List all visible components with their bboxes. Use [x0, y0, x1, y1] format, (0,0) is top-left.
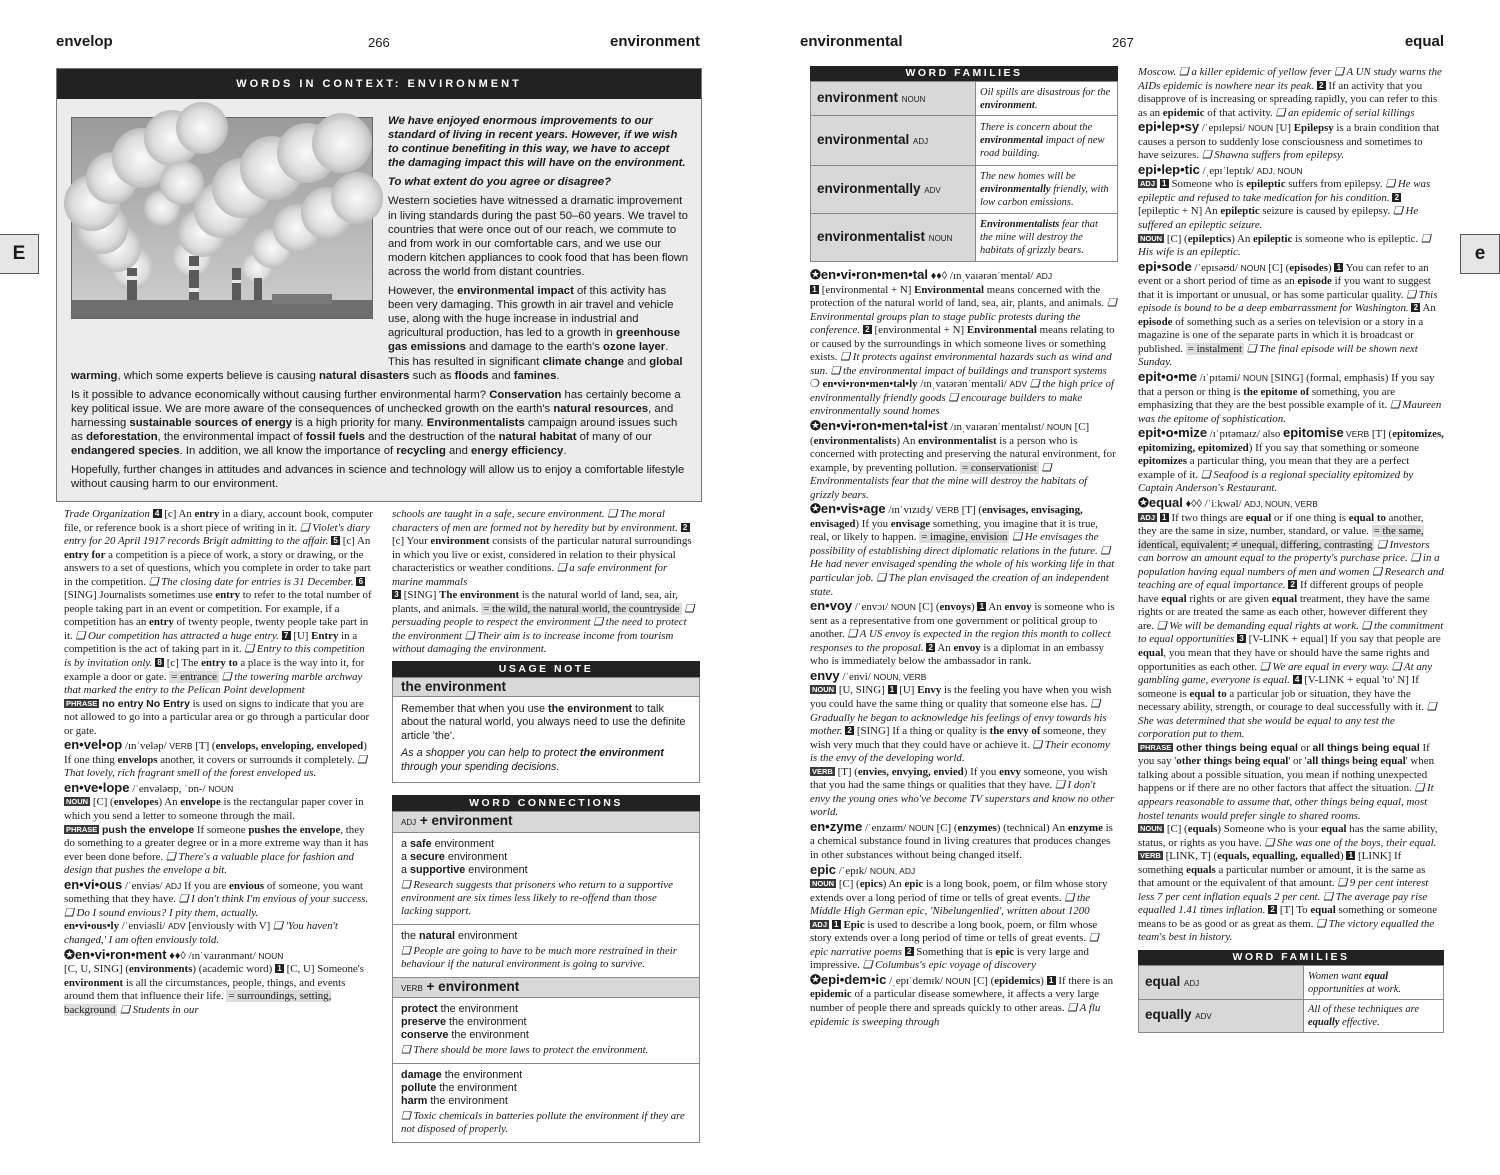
headword-envisage[interactable]: en•vis•age [820, 501, 886, 517]
word-connections-verb-header: VERB + environment [392, 978, 700, 999]
headword-envelop[interactable]: en•vel•op [64, 737, 123, 753]
word-family-word[interactable]: environmentalist NOUN [811, 214, 976, 262]
entry-epilepsy: epi•lep•sy /ˈepɪlepsi/ NOUN [U] Epilepsy is a brain condition that causes a person to suddenly lose consciousness and sometimes to have seizures. ❑ Shawna suffers from epilepsy. [1138, 119, 1440, 162]
headword-envy[interactable]: envy [810, 667, 840, 683]
entry-envelope: en•ve•lope /ˈenvələʊp, ˈɒn-/ NOUN NOUN [C] (envelopes) An envelope is the rectangular paper cover in which you send a letter to someone through the mail. PHRASE push the envelope If someone pushes the envelope, they do something to a greater degree or in a more extreme way than it has ever been done before. ❑ There's a valuable place for fashion and design that pushes the envelope a bit. [64, 779, 369, 877]
entry-environmental: ✪en•vi•ron•men•tal ♦♦◊ /ɪnˌvaɪərənˈmentəl/ ADJ 1 [environmental + N] Environmental means concerned with the protection of the natural world of land, sea, air, plants, and animals. ❑ Environmental groups plan to stage public protests during the conference. 2 [environmental + N] Environmental means relating to or caused by the surroundings in which someone lives or something exists. ❑ It protects against environmental hazards such as wind and sun. ❑ the environmental impact of buildings and transport systems ❍ en•vi•ron•men•tal•ly /ɪnˌvaɪərənˈmentəli/ ADV ❑ the high price of environmentally friendly goods ❑ encourage builders to make environmentally sound homes [810, 267, 1117, 418]
column-2 [392, 508, 700, 1136]
headword-equal[interactable]: equal [1148, 494, 1183, 510]
entry-envoy: en•voy /ˈenvɔɪ/ NOUN [C] (envoys) 1 An envoy is someone who is sent as a representative from one government or political group to another. ❑ A US envoy is expected in the region this month to collect responses to the proposal. 2 An envoy is a diplomat in an embassy who is immediately below the ambassador in rank. [810, 598, 1115, 668]
word-connections-box [392, 795, 700, 1143]
word-family-example: There is concern about the environmental impact of new road building. [976, 116, 1118, 166]
entry-environment-continued: schools are taught in a safe, secure environment. ❑ The moral characters of men are formed not by heredity but by environment. 2 [c] Your environment consists of the particular natural surroundings in which you live or exist, considered in relation to their physical characteristics or weather conditions. ❑ a safe environment for marine mammals 3 [SING] The environment is the natural world of land, sea, air, plants, and animals. = the wild, the natural world, the countryside ❑ persuading people to respect the environment ❑ the need to protect the environment ❑ Their aim is to increase income from tourism without damaging the environment. [392, 508, 695, 656]
usage-note-body: Remember that when you use the environment to talk about the natural world, you always need to use the definite article 'the'. As a shopper you can help to protect the environment through your spending decisions. [401, 702, 686, 773]
entry-environment: ✪en•vi•ron•ment ♦♦◊ /ɪnˈvaɪrənmənt/ NOUN [C, U, SING] (environments) (academic word) 1 [C, U] Someone's environment is all the circumstances, people, things, and events around them that influence their life. = surroundings, setting, background ❑ Students in our [64, 946, 364, 1016]
usage-note-box [392, 661, 700, 783]
headword-envoy[interactable]: en•voy [810, 598, 853, 614]
word-family-row [1139, 1000, 1444, 1033]
headword-epitomize[interactable]: epit•o•mize [1138, 425, 1208, 441]
word-connections-block-2: the natural environment ❑ People are going to have to be much more restrained in their behaviour if the natural environment is going to survive. [392, 925, 700, 978]
word-family-example: All of these techniques are equally effective. [1304, 1000, 1444, 1033]
essay-question: To what extent do you agree or disagree? [388, 176, 612, 189]
essay-paragraph-2: However, the environmental impact of this activity has been very damaging. This growth in air travel and vehicle use, along with the huge increase in industrial and agricultural production, has led to a growth in greenhouse gas emissions and damage to the earth's ozone layer. This has resulted in significant climate change and global warming, which some experts believe is causing natural disasters such as floods and famines. [71, 285, 683, 382]
word-families-title-equal: WORD FAMILIES [1138, 950, 1444, 965]
headword-envious[interactable]: en•vi•ous [64, 876, 123, 892]
headword-environment[interactable]: en•vi•ron•ment [74, 946, 167, 962]
usage-note-title: USAGE NOTE [392, 661, 700, 677]
entry-environmentalist: ✪en•vi•ron•men•tal•ist /ɪnˌvaɪərənˈmentəlɪst/ NOUN [C] (environmentalists) An environmentalist is a person who is concerned with protecting and preserving the natural environment, for example, by preventing pollution. = conservationist ❑ Environmentalists fear that the mine will destroy the habitats of grizzly bears. [810, 418, 1116, 501]
headword-enzyme[interactable]: en•zyme [810, 818, 863, 834]
headword-environmentalist[interactable]: en•vi•ron•men•tal•ist [820, 418, 948, 434]
collocation-line: pollute the environment [401, 1082, 517, 1095]
collocation-line: a supportive environment [401, 863, 528, 876]
headword-epic[interactable]: epic [810, 861, 837, 877]
guide-word-left: envelop [56, 33, 113, 50]
word-connections-block-1: a safe environment a secure environment a supportive environment ❑ Research suggests that prisoners who return to a supportive environment are six times less likely to re-offend than those lacking support. [392, 833, 700, 925]
entry-epitomize: epit•o•mize /ɪˈpɪtəmaɪz/ also epitomise VERB [T] (epitomizes, epitomizing, epitomized) If you say that something or someone epitomizes a particular thing, you mean that they are a perfect example of it. ❑ Seafood is a regional speciality epitomized by Captain Anderson's Restaurant. [1138, 425, 1444, 495]
thumb-index-tab-right[interactable]: e [1460, 234, 1500, 274]
word-family-row [1139, 966, 1444, 1000]
word-family-row [811, 82, 1118, 116]
word-family-example: Oil spills are disastrous for the environment. [976, 82, 1118, 116]
headword-episode[interactable]: epi•sode [1138, 258, 1192, 274]
entry-epileptic: epi•lep•tic /ˌepɪˈleptɪk/ ADJ, NOUN ADJ 1 Someone who is epileptic suffers from epilepsy. ❑ He was epileptic and refused to take medication for his condition. 2 [epileptic + N] An epileptic seizure is caused by epilepsy. ❑ He suffered an epileptic seizure. NOUN [C] (epileptics) An epileptic is someone who is epileptic. ❑ His wife is an epileptic. [1138, 161, 1431, 259]
word-family-word[interactable]: equally ADV [1139, 1000, 1304, 1033]
essay-paragraph-1: Western societies have witnessed a dramatic improvement in living standards during the past 50–60 years. We travel to countries that were once out of our reach, we commute to and from work in our comfortable cars, and we use our modern kitchen appliances to cook food that has been flown across the world from distant countries. [388, 195, 689, 278]
thumb-index-tab-left[interactable]: E [0, 234, 39, 274]
entry-epitome: epit•o•me /ɪˈpɪtəmi/ NOUN [SING] (formal, emphasis) If you say that a person or thing is the epitome of something, you are emphasizing that they are the best possible example of it. ❑ Maureen was the epitome of sophistication. [1138, 369, 1442, 425]
word-family-word[interactable]: environment NOUN [811, 82, 976, 116]
headword-environmental[interactable]: en•vi•ron•men•tal [820, 267, 928, 282]
entry-epic: epic /ˈepɪk/ NOUN, ADJ NOUN [C] (epics) An epic is a long book, poem, or film whose story extends over a long period of time or tells of great events. ❑ the Middle High German epic, 'Nibelungenlied', written about 1200 ADJ 1 Epic is used to describe a long book, poem, or film whose story extends over a long period of time or tells of great events. ❑ epic narrative poems 2 Something that is epic is very large and impressive. ❑ Columbus's epic voyage of discovery [810, 861, 1108, 972]
entry-episode: epi•sode /ˈepɪsəʊd/ NOUN [C] (episodes) 1 You can refer to an event or a short period of time as an episode if you want to suggest that it is important or unusual, or has some particular quality. ❑ This episode is bound to be a deep embarrassment for Washington. 2 An episode of something such as a series on television or a story in a magazine is one of the separate parts in which it is broadcast or published. = instalment ❑ The final episode will be shown next Sunday. [1138, 258, 1438, 369]
page-number-left: 266 [368, 35, 390, 50]
collocation-line: harm the environment [401, 1095, 508, 1108]
collocation-line: protect the environment [401, 1003, 519, 1016]
word-family-example: Environmentalists fear that the mine will destroy the habitats of grizzly bears. [976, 214, 1118, 262]
word-family-word[interactable]: equal ADJ [1139, 966, 1304, 1000]
column-4 [1138, 66, 1444, 1122]
word-family-row [811, 166, 1118, 214]
word-family-word[interactable]: environmental ADJ [811, 116, 976, 166]
headword-epitome[interactable]: epit•o•me [1138, 369, 1197, 385]
usage-note-heading: the environment [393, 678, 699, 697]
page-number-right: 267 [1112, 35, 1134, 50]
headword-envelope[interactable]: en•ve•lope [64, 779, 130, 795]
entry-entry-continued: Trade Organization 4 [c] An entry in a diary, account book, computer file, or reference book is a short piece of writing in it. ❑ Violet's diary entry for 20 April 1917 records Brigit admitting to the affair. 5 [c] An entry for a competition is a piece of work, a story or drawing, or the answers to a set of questions, which you complete in order to take part in the competition. ❑ The closing date for entries is 31 December. 6 [SING] Journalists sometimes use entry to refer to the total number of people taking part in an event or competition. For example, if a competition has an entry of twenty people, twenty people take part in it. ❑ Our competition has attracted a huge entry. 7 [U] Entry in a competition is the act of taking part in it. ❑ Entry to this competition is by invitation only. 8 [c] The entry to a place is the way into it, for example a door or gate. = entrance ❑ the towering marble archway that marked the entry to the Pelican Point development PHRASE no entry No Entry is used on signs to indicate that you are not allowed to go into a particular area or go through a particular door or gate. [64, 508, 373, 737]
word-connections-adj-header: ADJ + environment [392, 811, 700, 833]
entry-equal: ✪equal ♦◊◊ /ˈiːkwəl/ ADJ, NOUN, VERB ADJ 1 If two things are equal or if one thing is equal to another, they are the same in size, number, standard, or value. = the same, identical, equivalent; ≠ unequal, differing, contrasting ❑ Investors can borrow an amount equal to the property's purchase price. ❑ in a population having equal numbers of men and women ❑ Research and teaching are of equal importance. 2 If different groups of people have equal rights or are given equal treatment, they have the same rights or are treated the same as each other, however different they are. ❑ We will be demanding equal rights at work. ❑ the commitment to equal opportunities 3 [V-LINK + equal] If you say that people are equal, you mean that they have or should have the same rights and opportunities as each other. ❑ We are equal in every way. ❑ At any gambling game, everyone is equal. 4 [V-LINK + equal 'to' N] If someone is equal to a particular job or situation, they have the necessary ability, strength, or courage to deal successfully with it. ❑ She was determined that she would be equal to any test the corporation put to them. PHRASE other things being equal or all things being equal If you say 'other things being equal' or 'all things being equal' when talking about a possible situation, you mean if nothing unexpected happens or if there are no other factors that affect the situation. ❑ It appears reasonable to assume that, other things being equal, most hostel tenants would prefer single to shared rooms. NOUN [C] (equals) Someone who is your equal has the same ability, status, or rights as you have. ❑ She was one of the boys, their equal. VERB [LINK, T] (equals, equalling, equalled) 1 [LINK] If something equals a particular number or amount, it is the same as that amount or the equivalent of that amount. ❑ 9 per cent interest less 7 per cent inflation equals 2 per cent. ❑ The average pay rise equalled 1.41 times inflation. 2 [T] To equal something or someone means to be as good or as great as them. ❑ The victory equalled the team's best in history. [1138, 494, 1444, 944]
word-connections-title: WORD CONNECTIONS [392, 795, 700, 811]
guide-word-right: equal [1404, 33, 1444, 50]
headword-epileptic[interactable]: epi•lep•tic [1138, 161, 1200, 177]
collocation-line: conserve the environment [401, 1029, 529, 1042]
entry-envy: envy /ˈenvi/ NOUN, VERB NOUN [U, SING] 1 [U] Envy is the feeling you have when you wish you could have the same thing or quality that someone else has. ❑ Gradually he began to acknowledge his feelings of envy towards his mother. 2 [SING] If a thing or quality is the envy of someone, they wish very much that they could have or achieve it. ❑ Their economy is the envy of the developing world. VERB [T] (envies, envying, envied) If you envy someone, you wish that you had the same things or qualities that they have. ❑ I don't envy the young ones who've become TV superstars and know no other world. [810, 667, 1115, 819]
collocation-line: a safe environment [401, 837, 495, 850]
word-families-title: WORD FAMILIES [810, 66, 1118, 81]
entry-epidemic: ✪epi•dem•ic /ˌepɪˈdemɪk/ NOUN [C] (epidemics) 1 If there is an epidemic of a particular disease somewhere, it affects a very large number of people there and spreads quickly to other areas. ❑ A flu epidemic is sweeping through [810, 971, 1114, 1028]
word-family-word[interactable]: environmentally ADV [811, 166, 976, 214]
collocation-line: preserve the environment [401, 1016, 527, 1029]
word-family-row [811, 214, 1118, 262]
essay-prompt: We have enjoyed enormous improvements to our standard of living in recent years. However, if we wish to continue benefiting in this way, we have to accept the damaging impact this will have on the environment. [388, 115, 686, 170]
guide-word-left-right-page: environmental [800, 33, 903, 50]
words-in-context-title: WORDS IN CONTEXT: ENVIRONMENT [57, 69, 701, 99]
entry-enzyme: en•zyme /ˈenzaɪm/ NOUN [C] (enzymes) (technical) An enzyme is a chemical substance found in living creatures that produces changes in other substances without being changed itself. [810, 818, 1113, 861]
column-1 [64, 508, 374, 1120]
guide-word-right-left-page: environment [609, 33, 700, 50]
entry-epidemic-continued: Moscow. ❑ a killer epidemic of yellow fever ❑ A UN study warns the AIDs epidemic is nowhere near its peak. 2 If an activity that you disapprove of is increasing or spreading rapidly, you can refer to this as an epidemic of that activity. ❑ an epidemic of serial killings [1138, 66, 1442, 119]
collocation-line: damage the environment [401, 1069, 523, 1082]
word-families-table-equal [1138, 950, 1444, 1033]
entry-envelop: en•vel•op /ɪnˈveləp/ VERB [T] (envelops, enveloping, enveloped) If one thing envelops another, it covers or surrounds it completely. ❑ That lovely, rich fragrant smell of the forest enveloped us. [64, 737, 367, 780]
entry-envisage: ✪en•vis•age /ɪnˈvɪzɪdʒ/ VERB [T] (envisages, envisaging, envisaged) If you envisage something, you imagine that it is true, real, or likely to happen. = imagine, envision ❑ He envisages the possibility of establishing direct diplomatic relations in the future. ❑ He had never envisaged spending the whole of his working life in that particular job. ❑ The plan envisaged the creation of an independent state. [810, 501, 1115, 598]
headword-epidemic[interactable]: epi•dem•ic [820, 971, 887, 987]
words-in-context-essay [71, 114, 689, 496]
words-in-context-panel [56, 68, 702, 502]
word-family-example: Women want equal opportunities at work. [1304, 966, 1444, 1000]
word-family-example: The new homes will be environmentally friendly, with low carbon emissions. [976, 166, 1118, 214]
word-connections-block-3: protect the environment preserve the environment conserve the environment ❑ There should be more laws to protect the environment. [392, 998, 700, 1064]
word-family-row [811, 116, 1118, 166]
essay-paragraph-4: Hopefully, further changes in attitudes and advances in science and technology will allow us to enjoy a comfortable lifestyle without causing harm to our environment. [71, 464, 685, 491]
word-families-table [810, 66, 1118, 262]
headword-epilepsy[interactable]: epi•lep•sy [1138, 119, 1200, 135]
word-connections-block-4: damage the environment pollute the environment harm the environment ❑ Toxic chemicals in batteries pollute the environment if they are not disposed of properly. [392, 1064, 700, 1143]
collocation-line: a secure environment [401, 850, 508, 863]
essay-paragraph-3: Is it possible to advance economically without causing further environmental harm? Conservation has certainly become a key political issue. We are more aware of the consequences of unchecked growth on the earth's natural resources, and harnessing sustainable sources of energy is a high priority for many. Environmentalists campaign around issues such as deforestation, the environmental impact of fossil fuels and the destruction of the natural habitat of many of our endangered species. In addition, we all know the importance of recycling and energy efficiency. [71, 388, 681, 458]
entry-envious: en•vi•ous /ˈenviəs/ ADJ If you are envious of someone, you want something that they have. ❑ I don't think I'm envious of your success. ❑ Do I sound envious? I pity them, actually. en•vi•ous•ly /ˈenviəsli/ ADV [enviously with V] ❑ 'You haven't changed,' I am often enviously told. [64, 876, 369, 946]
column-3 [810, 66, 1118, 1122]
